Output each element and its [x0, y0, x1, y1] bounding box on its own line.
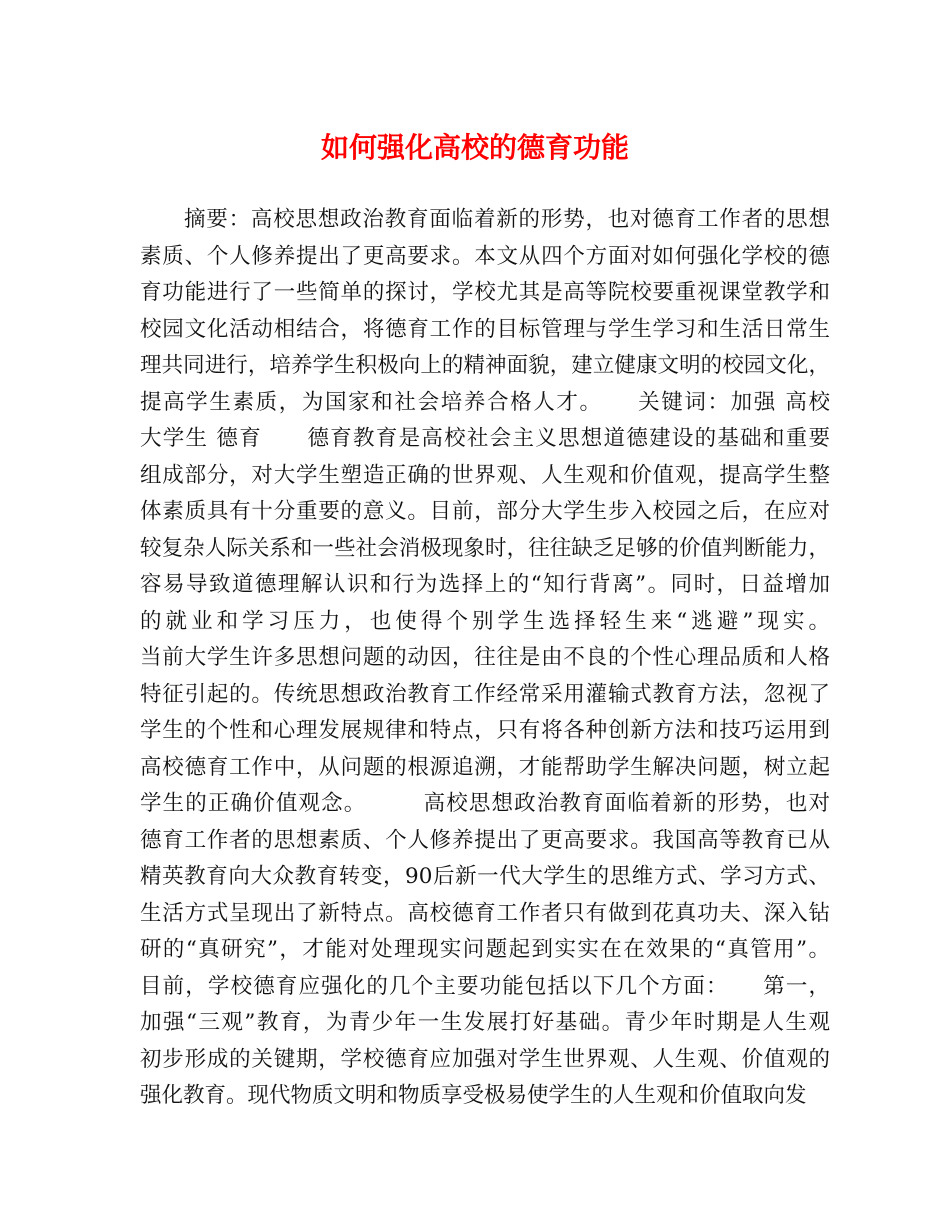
body-line: 组成部分，对大学生塑造正确的世界观、人生观和价值观，提高学生整	[140, 462, 830, 488]
body-line: 当前大学生许多思想问题的动因，往往是由不良的个性心理品质和人格	[140, 645, 830, 670]
body-line: 摘要：高校思想政治教育面临着新的形势，也对德育工作者的思想	[184, 207, 830, 232]
body-line: 素质、个人修养提出了更高要求。本文从四个方面对如何强化学校的德	[140, 243, 830, 269]
body-line: 大学生 德育 德育教育是高校社会主义思想道德建设的基础和重要	[140, 426, 830, 451]
body-line: 体素质具有十分重要的意义。目前，部分大学生步入校园之后，在应对	[140, 499, 830, 524]
body-line: 较复杂人际关系和一些社会消极现象时，往往缺乏足够的价值判断能力，	[140, 535, 830, 561]
body-line: 高校德育工作中，从问题的根源追溯，才能帮助学生解决问题，树立起	[140, 754, 830, 780]
body-line: 特征引起的。传统思想政治教育工作经常采用灌输式教育方法，忽视了	[140, 681, 830, 707]
body-line: 学生的正确价值观念。 高校思想政治教育面临着新的形势，也对	[140, 791, 830, 816]
body-line: 理共同进行，培养学生积极向上的精神面貌，建立健康文明的校园文化，	[140, 353, 830, 378]
body-line: 的就业和学习压力，也使得个别学生选择轻生来“逃避”现实。	[140, 608, 830, 634]
body-line: 育功能进行了一些简单的探讨，学校尤其是高等院校要重视课堂教学和	[140, 280, 830, 305]
body-line: 提高学生素质，为国家和社会培养合格人才。 关键词：加强 高校	[140, 389, 830, 415]
body-line: 德育工作者的思想素质、个人修养提出了更高要求。我国高等教育已从	[140, 827, 830, 853]
body-line: 强化教育。现代物质文明和物质享受极易使学生的人生观和价值取向发	[140, 1083, 807, 1108]
document-title: 如何强化高校的德育功能	[320, 131, 629, 164]
body-line: 加强“三观”教育，为青少年一生发展打好基础。青少年时期是人生观	[140, 1010, 830, 1035]
body-line: 目前，学校德育应强化的几个主要功能包括以下几个方面： 第一，	[140, 973, 830, 999]
body-line: 容易导致道德理解认识和行为选择上的“知行背离”。同时，日益增加	[140, 572, 830, 597]
body-line: 生活方式呈现出了新特点。高校德育工作者只有做到花真功夫、深入钻	[140, 900, 830, 926]
body-line: 研的“真研究”，才能对处理现实问题起到实实在在效果的“真管用”。	[140, 937, 830, 962]
body-line: 校园文化活动相结合，将德育工作的目标管理与学生学习和生活日常生	[140, 316, 830, 342]
body-line: 精英教育向大众教育转变，90后新一代大学生的思维方式、学习方式、	[140, 864, 830, 889]
document-body	[140, 202, 830, 1115]
body-line: 学生的个性和心理发展规律和特点，只有将各种创新方法和技巧运用到	[140, 718, 830, 743]
body-line: 初步形成的关键期，学校德育应加强对学生世界观、人生观、价值观的	[140, 1046, 830, 1072]
